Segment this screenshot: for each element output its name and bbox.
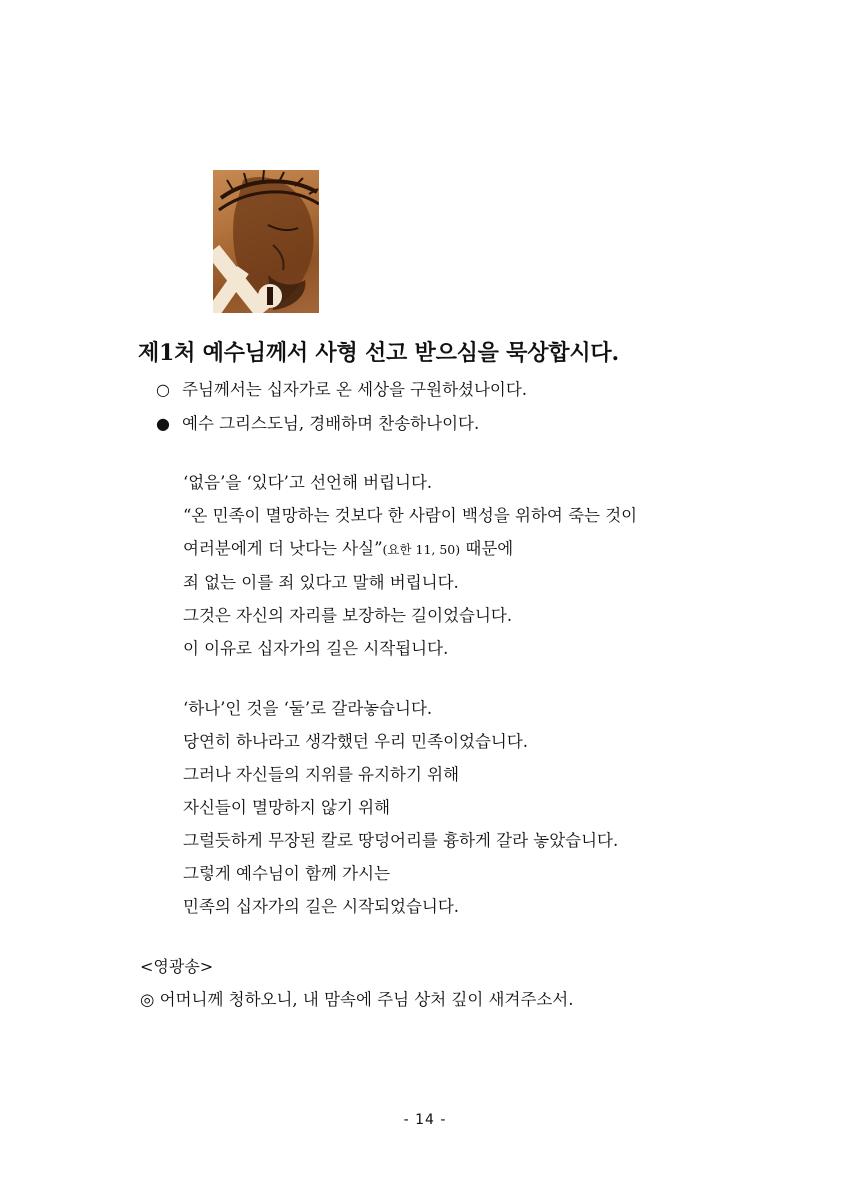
reflection-line: 그럴듯하게 무장된 칼로 땅덩어리를 흉하게 갈라 놓았습니다. [183,831,619,850]
response-line-people [156,410,479,434]
reflection-line: ‘하나’인 것을 ‘둘’로 갈라놓습니다. [183,699,433,718]
reflection-paragraph-1 [183,466,637,665]
open-circle-icon: ○ [156,380,170,399]
response-line-leader [156,376,527,400]
station-title: 제1처 예수님께서 사형 선고 받으심을 묵상합시다. [138,340,619,366]
page-number: - 14 - [403,1112,447,1128]
reflection-quote: 여러분에게 더 낫다는 사실” [183,539,383,558]
reflection-line [183,532,637,566]
reflection-quote-end: 때문에 [460,539,514,558]
reflection-line: 자신들이 멸망하지 않기 위해 [183,798,391,817]
reflection-line: 그러나 자신들의 지위를 유지하기 위해 [183,765,460,784]
doxology-heading: <영광송> [140,957,214,976]
double-circle-icon: ◎ [140,990,155,1009]
reflection-line: ‘없음’을 ‘있다’고 선언해 버립니다. [183,473,433,492]
reflection-line: 이 이유로 십자가의 길은 시작됩니다. [183,639,449,658]
doxology-line [140,986,573,1010]
scripture-reference: (요한 11, 50) [382,542,461,557]
reflection-line: 당연히 하나라고 생각했던 우리 민족이었습니다. [183,732,529,751]
jesus-crown-of-thorns-icon [213,170,319,313]
filled-circle-icon: ● [156,414,170,433]
doxology-text: 어머니께 청하오니, 내 맘속에 주님 상처 깊이 새겨주소서. [159,990,574,1009]
reflection-line: 죄 없는 이를 죄 있다고 말해 버립니다. [183,573,459,592]
reflection-line: 민족의 십자가의 길은 시작되었습니다. [183,897,460,916]
response-text-people: 예수 그리스도님, 경배하며 찬송하나이다. [182,414,480,433]
response-text-leader: 주님께서는 십자가로 온 세상을 구원하셨나이다. [182,380,528,399]
station-icon-woodburn-image [213,170,319,313]
reflection-line: “온 민족이 멸망하는 것보다 한 사람이 백성을 위하여 죽는 것이 [183,506,638,525]
reflection-line: 그렇게 예수님이 함께 가시는 [183,864,391,883]
reflection-line: 그것은 자신의 자리를 보장하는 길이었습니다. [183,606,513,625]
reflection-paragraph-2 [183,692,618,923]
